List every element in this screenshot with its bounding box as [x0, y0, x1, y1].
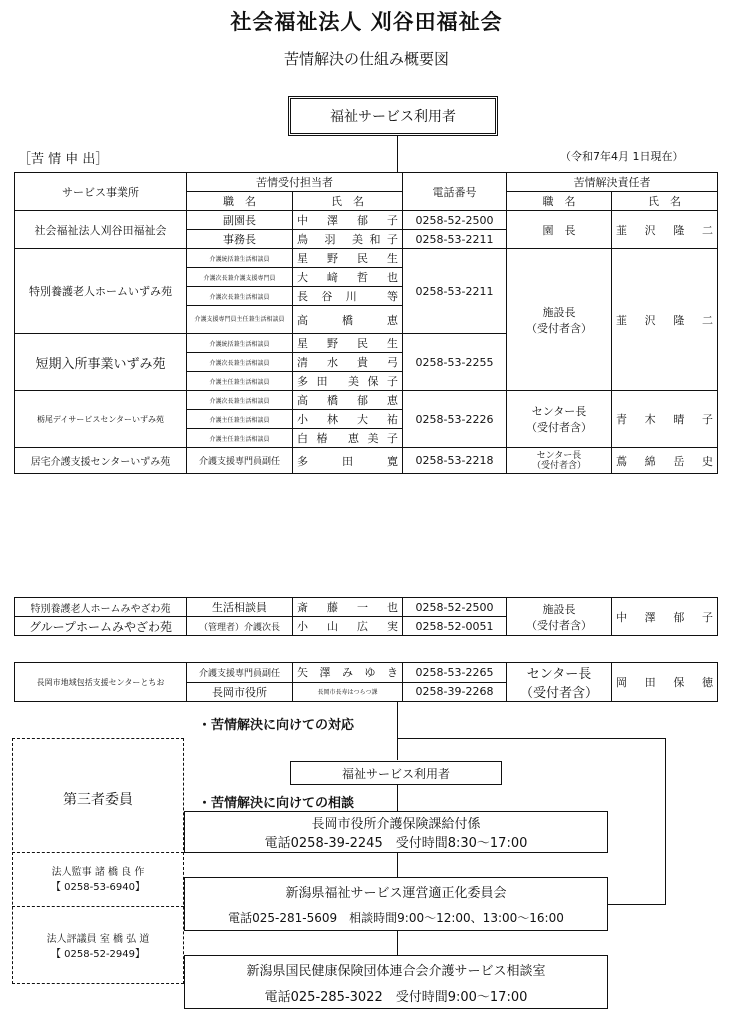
phone-cell: 0258-53-2211: [403, 249, 507, 334]
receiver-title: （管理者）介護次長: [187, 617, 293, 636]
response-label: ・苦情解決に向けての対応: [198, 718, 355, 733]
receiver-title: 介護支援専門員副任: [187, 448, 293, 474]
kokuho-consultation-phone: 電話025-285-3022 受付時間9:00～17:00: [264, 989, 528, 1005]
kokuho-consultation-box: [184, 955, 608, 1009]
receiver-name: 大 﨑 哲 也: [293, 268, 403, 287]
receiver-title: 長岡市役所: [187, 682, 293, 702]
resolver-title: センター長 （受付者含）: [507, 663, 612, 702]
resolver-title: センター長 （受付者含）: [507, 391, 612, 448]
header-office: サービス事業所: [15, 173, 187, 211]
connector-line: [397, 785, 398, 811]
receiver-name: 星 野 民 生: [293, 249, 403, 268]
miyazawa-table: [14, 597, 718, 636]
header-resolver-name: 氏 名: [612, 192, 718, 211]
receiver-title: 事務長: [187, 230, 293, 249]
connector-line: [397, 853, 398, 877]
office-cell: 短期入所事業いずみ苑: [15, 334, 187, 391]
divider: [12, 852, 184, 853]
receiver-title: 介護次長兼介護支援専門員: [187, 268, 293, 287]
connector-line: [397, 738, 665, 739]
header-name: 氏 名: [293, 192, 403, 211]
connector-line: [607, 904, 666, 905]
resolver-name: 蔦 綿 岳 史: [612, 448, 718, 474]
tochio-center-table: [14, 662, 718, 702]
header-resolver: 苦情解決責任者: [507, 173, 718, 192]
receiver-name: 多田 美保子: [293, 372, 403, 391]
auditor-phone: 【 0258-53-6940】: [50, 882, 146, 893]
as-of-date: （令和7年4月 1日現在）: [560, 150, 684, 163]
user-box-label: 福祉サービス利用者: [341, 766, 450, 781]
receiver-name: 長岡市長寿はつらつ課: [293, 682, 403, 702]
city-office-name: 長岡市役所介護保険課給付係: [311, 817, 481, 832]
top-user-box: [288, 96, 498, 136]
phone-cell: 0258-53-2255: [403, 334, 507, 391]
third-party-label: 第三者委員: [63, 792, 133, 808]
receiver-name: 小 林 大 祐: [293, 410, 403, 429]
phone-cell: 0258-52-0051: [403, 617, 507, 636]
resolver-title: 施設長 （受付者含）: [507, 598, 612, 636]
receiver-title: 介護統括兼生活相談員: [187, 334, 293, 353]
phone-cell: 0258-52-2500: [403, 211, 507, 230]
auditor-name: 法人監事 諸 橋 良 作: [51, 867, 145, 878]
receiver-title: 副園長: [187, 211, 293, 230]
phone-cell: 0258-39-2268: [403, 682, 507, 702]
receiver-name: 清 水 貴 弓: [293, 353, 403, 372]
office-cell: 社会福祉法人刈谷田福祉会: [15, 211, 187, 249]
resolver-title: 園 長: [507, 211, 612, 249]
councilor-name: 法人評議員 室 橋 弘 道: [46, 934, 150, 945]
resolver-name: 韮 沢 隆 二: [612, 211, 718, 249]
receiver-name: 矢 澤 み ゆ き: [293, 663, 403, 683]
receiver-title: 介護次長兼生活相談員: [187, 391, 293, 410]
receiver-title: 介護次長兼生活相談員: [187, 287, 293, 306]
prefecture-committee-name: 新潟県福祉サービス運営適正化委員会: [285, 886, 507, 901]
receiver-title: 介護支援専門員副任: [187, 663, 293, 683]
top-user-label: 福祉サービス利用者: [330, 109, 456, 125]
office-cell: 長岡市地域包括支援センターとちお: [15, 663, 187, 702]
office-cell: 特別養護老人ホームみやざわ苑: [15, 598, 187, 617]
page-title: 社会福祉法人 刈谷田福祉会: [230, 10, 503, 34]
receiver-name: 小 山 広 実: [293, 617, 403, 636]
receiver-name: 白椿 恵美子: [293, 429, 403, 448]
complaint-label: ［苦 情 申 出］: [18, 152, 109, 167]
resolver-name: 青 木 晴 子: [612, 391, 718, 448]
page-subtitle: 苦情解決の仕組み概要図: [283, 50, 449, 68]
receiver-name: 鳥 羽 美和子: [293, 230, 403, 249]
resolver-title: センター長 （受付者含）: [507, 448, 612, 474]
receiver-title: 介護支援専門員主任兼生活相談員: [187, 306, 293, 334]
connector-line: [397, 702, 398, 760]
prefecture-committee-phone: 電話025-281-5609 相談時間9:00～12:00、13:00～16:00: [228, 911, 564, 925]
complaint-table: [14, 172, 718, 474]
receiver-name: 多 田 寛: [293, 448, 403, 474]
header-receiver: 苦情受付担当者: [187, 173, 403, 192]
divider: [12, 906, 184, 907]
city-office-box: [184, 811, 608, 853]
phone-cell: 0258-52-2500: [403, 598, 507, 617]
city-office-phone: 電話0258-39-2245 受付時間8:30～17:00: [264, 836, 528, 851]
resolver-name: 韮 沢 隆 二: [612, 249, 718, 391]
receiver-name: 長谷川 等: [293, 287, 403, 306]
prefecture-committee-box: [184, 877, 608, 931]
header-phone: 電話番号: [403, 173, 507, 211]
receiver-title: 介護主任兼生活相談員: [187, 410, 293, 429]
receiver-title: 介護主任兼生活相談員: [187, 372, 293, 391]
receiver-title: 介護次長兼生活相談員: [187, 353, 293, 372]
receiver-title: 介護主任兼生活相談員: [187, 429, 293, 448]
receiver-name: 高 橋 郁 恵: [293, 391, 403, 410]
receiver-name: 高 橋 恵: [293, 306, 403, 334]
header-resolver-title: 職 名: [507, 192, 612, 211]
phone-cell: 0258-53-2226: [403, 391, 507, 448]
phone-cell: 0258-53-2265: [403, 663, 507, 683]
connector-line: [397, 931, 398, 955]
user-box: [290, 761, 502, 785]
connector-line: [665, 738, 666, 904]
office-cell: 特別養護老人ホームいずみ苑: [15, 249, 187, 334]
receiver-name: 斎 藤 一 也: [293, 598, 403, 617]
phone-cell: 0258-53-2211: [403, 230, 507, 249]
office-cell: 栃尾デイサービスセンターいずみ苑: [15, 391, 187, 448]
receiver-title: 生活相談員: [187, 598, 293, 617]
receiver-name: 中 澤 郁 子: [293, 211, 403, 230]
kokuho-consultation-name: 新潟県国民健康保険団体連合会介護サービス相談室: [246, 963, 546, 979]
resolver-name: 中 澤 郁 子: [612, 598, 718, 636]
consult-label: ・苦情解決に向けての相談: [198, 796, 355, 811]
resolver-title: 施設長 （受付者含）: [507, 249, 612, 391]
office-cell: グループホームみやざわ苑: [15, 617, 187, 636]
receiver-title: 介護統括兼生活相談員: [187, 249, 293, 268]
resolver-name: 岡 田 保 徳: [612, 663, 718, 702]
receiver-name: 星 野 民 生: [293, 334, 403, 353]
office-cell: 居宅介護支援センターいずみ苑: [15, 448, 187, 474]
councilor-phone: 【 0258-52-2949】: [50, 949, 146, 960]
phone-cell: 0258-53-2218: [403, 448, 507, 474]
header-title: 職 名: [187, 192, 293, 211]
connector-line: [397, 136, 398, 172]
